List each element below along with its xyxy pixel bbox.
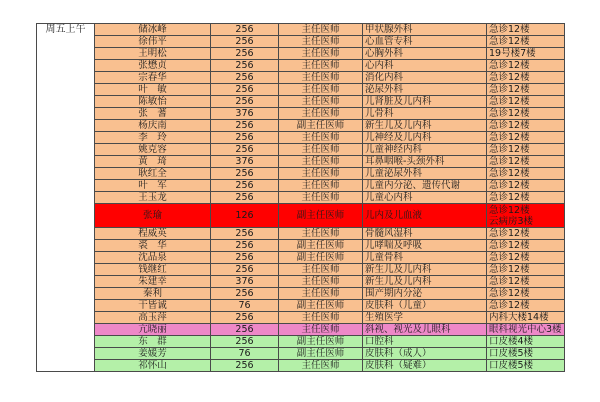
- department-cell[interactable]: 儿童骨科: [363, 252, 487, 264]
- title-cell[interactable]: 主任医师: [279, 96, 363, 108]
- doctor-name-cell[interactable]: 沈品泉: [95, 252, 211, 264]
- fee-cell[interactable]: 256: [211, 60, 279, 72]
- location-cell[interactable]: 眼科视光中心3楼: [487, 324, 565, 336]
- table-row: [37, 348, 565, 360]
- location-cell[interactable]: 急诊12楼: [487, 168, 565, 180]
- location-cell[interactable]: 急诊12楼: [487, 252, 565, 264]
- table-row: [37, 132, 565, 144]
- title-cell[interactable]: 主任医师: [279, 168, 363, 180]
- doctor-name-cell[interactable]: 张瑜: [95, 204, 211, 228]
- title-cell[interactable]: 主任医师: [279, 192, 363, 204]
- location-cell[interactable]: 急诊12楼: [487, 132, 565, 144]
- department-cell[interactable]: 泌尿外科: [363, 84, 487, 96]
- location-cell[interactable]: 急诊12楼: [487, 72, 565, 84]
- department-cell[interactable]: 儿肾脏及儿内科: [363, 96, 487, 108]
- department-cell[interactable]: 儿童神经内科: [363, 144, 487, 156]
- table-row: [37, 228, 565, 240]
- title-cell[interactable]: 主任医师: [279, 312, 363, 324]
- location-cell[interactable]: 急诊12楼: [487, 120, 565, 132]
- location-cell[interactable]: 急诊12楼: [487, 108, 565, 120]
- location-cell[interactable]: 急诊12楼: [487, 24, 565, 36]
- doctor-name-cell[interactable]: 朱建幸: [95, 276, 211, 288]
- location-cell[interactable]: 急诊12楼: [487, 228, 565, 240]
- table-row: [37, 84, 565, 96]
- doctor-name-cell[interactable]: 姜媛芳: [95, 348, 211, 360]
- table-row: [37, 24, 565, 36]
- location-cell[interactable]: 急诊12楼: [487, 84, 565, 96]
- title-cell[interactable]: 主任医师: [279, 60, 363, 72]
- fee-cell[interactable]: 256: [211, 168, 279, 180]
- location-cell[interactable]: 急诊12楼: [487, 288, 565, 300]
- fee-cell[interactable]: 256: [211, 84, 279, 96]
- location-cell[interactable]: 急诊12楼: [487, 36, 565, 48]
- location-cell[interactable]: 急诊12楼: [487, 240, 565, 252]
- fee-cell[interactable]: 256: [211, 228, 279, 240]
- department-cell[interactable]: 消化内科: [363, 72, 487, 84]
- department-cell[interactable]: 骨髓风湿科: [363, 228, 487, 240]
- location-cell[interactable]: 急诊12楼: [487, 192, 565, 204]
- department-cell[interactable]: 生殖医学: [363, 312, 487, 324]
- schedule-body: [37, 24, 565, 372]
- schedule-table: [36, 23, 565, 372]
- day-label-cell[interactable]: 周五上午: [37, 24, 95, 372]
- fee-cell[interactable]: 256: [211, 120, 279, 132]
- fee-cell[interactable]: 256: [211, 252, 279, 264]
- fee-cell[interactable]: 256: [211, 48, 279, 60]
- department-cell[interactable]: 耳鼻咽喉-头颈外科: [363, 156, 487, 168]
- department-cell[interactable]: 皮肤科（成人）: [363, 348, 487, 360]
- department-cell[interactable]: 心内科: [363, 60, 487, 72]
- table-row: [37, 168, 565, 180]
- table-row: [37, 108, 565, 120]
- doctor-name-cell[interactable]: 李 玲: [95, 132, 211, 144]
- table-row: [37, 264, 565, 276]
- title-cell[interactable]: 主任医师: [279, 108, 363, 120]
- table-row: [37, 36, 565, 48]
- doctor-name-cell[interactable]: 张懋贞: [95, 60, 211, 72]
- fee-cell[interactable]: 256: [211, 132, 279, 144]
- department-cell[interactable]: 皮肤科（疑难）: [363, 360, 487, 372]
- title-cell[interactable]: 主任医师: [279, 48, 363, 60]
- fee-cell[interactable]: 376: [211, 276, 279, 288]
- location-cell[interactable]: 19号楼7楼: [487, 48, 565, 60]
- title-cell[interactable]: 主任医师: [279, 36, 363, 48]
- location-cell[interactable]: 口皮楼4楼: [487, 336, 565, 348]
- location-cell[interactable]: 急诊12楼: [487, 264, 565, 276]
- title-cell[interactable]: 副主任医师: [279, 204, 363, 228]
- title-cell[interactable]: 主任医师: [279, 228, 363, 240]
- title-cell[interactable]: 主任医师: [279, 132, 363, 144]
- fee-cell[interactable]: 256: [211, 264, 279, 276]
- table-row: [37, 288, 565, 300]
- table-row: [37, 144, 565, 156]
- table-row: [37, 276, 565, 288]
- table-row: [37, 156, 565, 168]
- title-cell[interactable]: 主任医师: [279, 288, 363, 300]
- fee-cell[interactable]: 376: [211, 108, 279, 120]
- fee-cell[interactable]: 256: [211, 336, 279, 348]
- fee-cell[interactable]: 256: [211, 324, 279, 336]
- fee-cell[interactable]: 256: [211, 72, 279, 84]
- table-row: [37, 324, 565, 336]
- doctor-name-cell[interactable]: 叶 军: [95, 180, 211, 192]
- location-cell[interactable]: 急诊12楼: [487, 276, 565, 288]
- table-row: [37, 204, 565, 228]
- department-cell[interactable]: 斜视、视光及儿眼科: [363, 324, 487, 336]
- doctor-name-cell[interactable]: 王明松: [95, 48, 211, 60]
- doctor-name-cell[interactable]: 亢晓丽: [95, 324, 211, 336]
- fee-cell[interactable]: 256: [211, 312, 279, 324]
- location-cell[interactable]: 急诊12楼: [487, 180, 565, 192]
- location-cell[interactable]: 急诊12楼: [487, 144, 565, 156]
- doctor-name-cell[interactable]: 宗春华: [95, 72, 211, 84]
- table-row: [37, 336, 565, 348]
- location-cell[interactable]: 急诊12楼: [487, 300, 565, 312]
- fee-cell[interactable]: 76: [211, 348, 279, 360]
- department-cell[interactable]: 儿骨科: [363, 108, 487, 120]
- fee-cell[interactable]: 376: [211, 156, 279, 168]
- doctor-name-cell[interactable]: 姚克容: [95, 144, 211, 156]
- title-cell[interactable]: 主任医师: [279, 276, 363, 288]
- location-cell[interactable]: 口皮楼5楼: [487, 348, 565, 360]
- table-row: [37, 120, 565, 132]
- department-cell[interactable]: 新生儿及儿内科: [363, 120, 487, 132]
- table-row: [37, 300, 565, 312]
- department-cell[interactable]: 儿童心内科: [363, 192, 487, 204]
- department-cell[interactable]: 口腔科: [363, 336, 487, 348]
- title-cell[interactable]: 主任医师: [279, 324, 363, 336]
- table-row: [37, 180, 565, 192]
- doctor-name-cell[interactable]: 干皆诚: [95, 300, 211, 312]
- title-cell[interactable]: 主任医师: [279, 144, 363, 156]
- location-cell[interactable]: 急诊12楼: [487, 60, 565, 72]
- table-row: [37, 240, 565, 252]
- doctor-name-cell[interactable]: 储冰峰: [95, 24, 211, 36]
- fee-cell[interactable]: 256: [211, 144, 279, 156]
- doctor-name-cell[interactable]: 高玉萍: [95, 312, 211, 324]
- table-row: [37, 192, 565, 204]
- location-cell[interactable]: 口皮楼5楼: [487, 360, 565, 372]
- department-cell[interactable]: 儿神经及儿内科: [363, 132, 487, 144]
- department-cell[interactable]: 新生儿及儿内科: [363, 264, 487, 276]
- doctor-name-cell[interactable]: 徐伟平: [95, 36, 211, 48]
- fee-cell[interactable]: 126: [211, 204, 279, 228]
- department-cell[interactable]: 皮肤科（儿童）: [363, 300, 487, 312]
- doctor-name-cell[interactable]: 程威英: [95, 228, 211, 240]
- fee-cell[interactable]: 256: [211, 240, 279, 252]
- doctor-name-cell[interactable]: 陈敏怡: [95, 96, 211, 108]
- title-cell[interactable]: 主任医师: [279, 84, 363, 96]
- doctor-name-cell[interactable]: 王玉龙: [95, 192, 211, 204]
- fee-cell[interactable]: 256: [211, 180, 279, 192]
- department-cell[interactable]: 儿内及儿血液: [363, 204, 487, 228]
- fee-cell[interactable]: 76: [211, 300, 279, 312]
- title-cell[interactable]: 副主任医师: [279, 348, 363, 360]
- doctor-name-cell[interactable]: 钱继红: [95, 264, 211, 276]
- title-cell[interactable]: 主任医师: [279, 180, 363, 192]
- fee-cell[interactable]: 256: [211, 360, 279, 372]
- doctor-name-cell[interactable]: 秦利: [95, 288, 211, 300]
- table-row: [37, 60, 565, 72]
- title-cell[interactable]: 主任医师: [279, 72, 363, 84]
- table-row: [37, 96, 565, 108]
- doctor-name-cell[interactable]: 耿红全: [95, 168, 211, 180]
- location-cell[interactable]: 急诊12楼: [487, 96, 565, 108]
- doctor-name-cell[interactable]: 东 群: [95, 336, 211, 348]
- title-cell[interactable]: 主任医师: [279, 360, 363, 372]
- location-cell[interactable]: 急诊12楼: [487, 156, 565, 168]
- doctor-name-cell[interactable]: 裘 华: [95, 240, 211, 252]
- title-cell[interactable]: 副主任医师: [279, 300, 363, 312]
- table-row: [37, 312, 565, 324]
- fee-cell[interactable]: 256: [211, 24, 279, 36]
- doctor-name-cell[interactable]: 祁怀山: [95, 360, 211, 372]
- title-cell[interactable]: 副主任医师: [279, 120, 363, 132]
- title-cell[interactable]: 副主任医师: [279, 240, 363, 252]
- title-cell[interactable]: 主任医师: [279, 156, 363, 168]
- department-cell[interactable]: 甲状腺外科: [363, 24, 487, 36]
- fee-cell[interactable]: 256: [211, 288, 279, 300]
- department-cell[interactable]: 围产期内分泌: [363, 288, 487, 300]
- doctor-name-cell[interactable]: 张 蓍: [95, 108, 211, 120]
- fee-cell[interactable]: 256: [211, 36, 279, 48]
- fee-cell[interactable]: 256: [211, 96, 279, 108]
- department-cell[interactable]: 儿童泌尿外科: [363, 168, 487, 180]
- fee-cell[interactable]: 256: [211, 192, 279, 204]
- title-cell[interactable]: 主任医师: [279, 24, 363, 36]
- table-row: [37, 72, 565, 84]
- department-cell[interactable]: 心胸外科: [363, 48, 487, 60]
- table-row: [37, 360, 565, 372]
- doctor-name-cell[interactable]: 黄 琦: [95, 156, 211, 168]
- table-row: [37, 48, 565, 60]
- location-cell[interactable]: 内科大楼14楼: [487, 312, 565, 324]
- doctor-name-cell[interactable]: 杨庆南: [95, 120, 211, 132]
- department-cell[interactable]: 心血管专科: [363, 36, 487, 48]
- title-cell[interactable]: 副主任医师: [279, 336, 363, 348]
- department-cell[interactable]: 新生儿及儿内科: [363, 276, 487, 288]
- department-cell[interactable]: 儿童内分泌、遗传代谢: [363, 180, 487, 192]
- doctor-name-cell[interactable]: 叶 敏: [95, 84, 211, 96]
- title-cell[interactable]: 主任医师: [279, 264, 363, 276]
- table-row: [37, 252, 565, 264]
- department-cell[interactable]: 儿哮喘及呼吸: [363, 240, 487, 252]
- location-cell[interactable]: 急诊12楼 云病房3楼: [487, 204, 565, 228]
- title-cell[interactable]: 副主任医师: [279, 252, 363, 264]
